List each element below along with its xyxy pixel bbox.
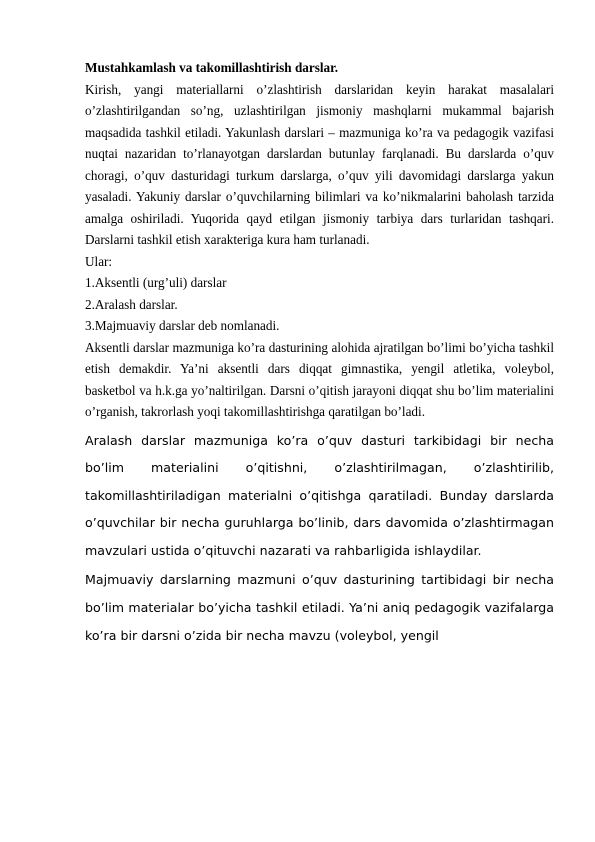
paragraph-aksentli: Aksentli darslar mazmuniga ko’ra dasturining alohida ajratilgan bo’limi bo’yicha tashkil etish demakdir. Ya’ni aksentli dars diqqat gimnastika, yengil atletika, voleybol, basketbol va h.k.ga yo’naltirilgan. Darsni o’qitish jarayoni diqqat shu bo’lim materialini o’rganish, takrorlash yoqi takomillashtirishga qaratilgan bo’ladi. [85, 339, 554, 419]
list-item-3: 3.Majmuaviy darslar deb nomlanadi. [85, 318, 280, 333]
document-page [85, 57, 554, 649]
paragraph-majmuaviy: Majmuaviy darslarning mazmuni o’quv dasturining tartibidagi bir necha bo’lim materialar bo’yicha tashkil etiladi. Ya’ni aniq pedagogik vazifalarga ko’ra bir darsni o’zida bir necha mavzu (voleybol, yengil [85, 572, 554, 643]
list-intro: Ular: [85, 253, 113, 269]
sans-section [85, 427, 554, 650]
list-item-1: 1.Aksentli (urg’uli) darslar [85, 275, 227, 290]
section-heading: Mustahkamlash va takomillashtirish darslar. [85, 60, 339, 75]
paragraph-intro: Kirish, yangi materiallarni o’zlashtirish darslaridan keyin harakat masalalari o’zlashtirilgandan so’ng, uzlashtirilgan jismoniy mashqlarni mukammal bajarish maqsadida tashkil etiladi. Yakunlash darslari – mazmuniga ko’ra va pedagogik vazifasi nuqtai nazaridan to’rlanayotgan darslardan butunlay farqlanadi. Bu darslarda o’quv choragi, o’quv dasturidagi turkum darslarga, o’quv yili davomidagi darslarga yakun yasaladi. Yakuniy darslar o’quvchilarning bilimlari va ko’nikmalarini baholash tarzida amalga oshiriladi. Yuqorida qayd etilgan jismoniy tarbiya dars turlaridan tashqari. Darslarni tashkil etish xarakteriga kura ham turlanadi. [85, 81, 554, 247]
paragraph-aralash: Aralash darslar mazmuniga ko’ra o’quv dasturi tarkibidagi bir necha bo’lim materialini o’qitishni, o’zlashtirilmagan, o’zlashtirilib, takomillashtiriladigan materialni o’qitishga qaratiladi. Bunday darslarda o’quvchilar bir necha guruhlarga bo’linib, dars davomida o’zlashtirmagan mavzulari ustida o’qituvchi nazarati va rahbarligida ishlaydilar. [85, 432, 554, 558]
list-item-2: 2.Aralash darslar. [85, 296, 178, 312]
serif-section [85, 57, 554, 423]
